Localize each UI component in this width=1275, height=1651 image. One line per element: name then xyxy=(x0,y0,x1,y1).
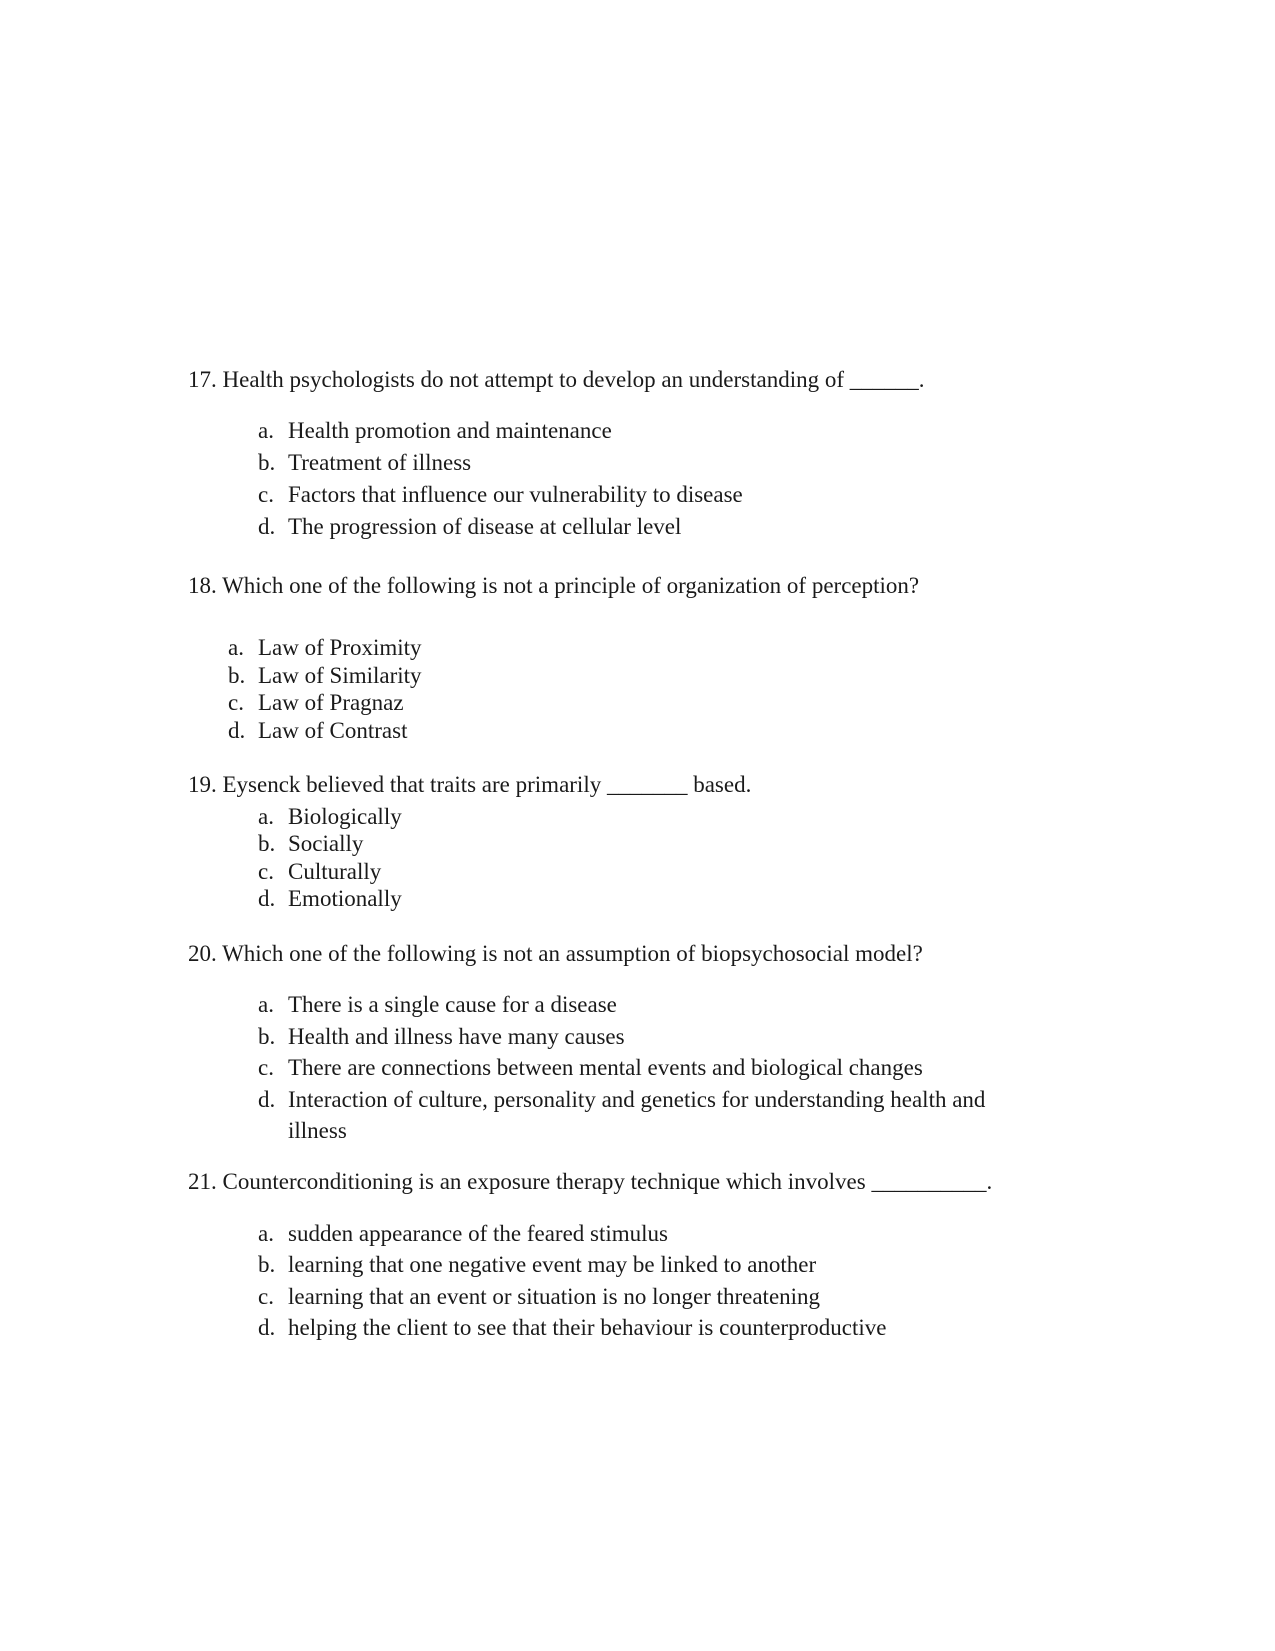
option-letter: a. xyxy=(228,635,244,660)
option-text: There is a single cause for a disease xyxy=(288,992,617,1017)
option-text: Interaction of culture, personality and genetics for understanding health and xyxy=(288,1087,986,1112)
option-text: Treatment of illness xyxy=(288,450,472,475)
option-text: Culturally xyxy=(288,859,382,884)
question-17-option-a xyxy=(258,417,612,445)
option-letter: c. xyxy=(258,859,274,884)
option-text: Law of Contrast xyxy=(258,718,408,743)
question-19-option-a xyxy=(258,803,402,831)
question-19-option-d xyxy=(258,885,402,913)
question-20-stem: 20. Which one of the following is not an assumption of biopsychosocial model? xyxy=(188,941,923,966)
option-text: Law of Proximity xyxy=(258,635,422,660)
question-18-option-a xyxy=(228,634,422,662)
option-text: The progression of disease at cellular level xyxy=(288,514,682,539)
question-18-option-d xyxy=(228,717,407,745)
option-letter: b. xyxy=(258,1252,276,1277)
option-text: Health and illness have many causes xyxy=(288,1024,625,1049)
question-20-option-b xyxy=(258,1023,625,1051)
option-text: Health promotion and maintenance xyxy=(288,418,612,443)
question-21-option-c xyxy=(258,1283,820,1311)
option-letter: c. xyxy=(258,1055,274,1080)
option-letter: d. xyxy=(258,1315,276,1340)
question-17-option-d xyxy=(258,513,681,541)
option-letter: b. xyxy=(258,450,276,475)
option-text: Law of Similarity xyxy=(258,663,422,688)
question-19-option-c xyxy=(258,858,381,886)
question-20-option-a xyxy=(258,991,617,1019)
question-21-option-d xyxy=(258,1314,886,1342)
question-20-option-d xyxy=(258,1086,985,1114)
option-letter: d. xyxy=(228,718,246,743)
option-text: Biologically xyxy=(288,804,402,829)
option-letter: c. xyxy=(258,482,274,507)
option-text: learning that an event or situation is no longer threatening xyxy=(288,1284,821,1309)
option-letter: a. xyxy=(258,418,274,443)
question-17-option-c xyxy=(258,481,743,509)
question-18-option-c xyxy=(228,689,404,717)
option-letter: d. xyxy=(258,514,276,539)
question-21-option-a xyxy=(258,1220,668,1248)
option-letter: b. xyxy=(258,1024,276,1049)
option-letter: a. xyxy=(258,1221,274,1246)
option-text: Law of Pragnaz xyxy=(258,690,404,715)
option-text: sudden appearance of the feared stimulus xyxy=(288,1221,668,1246)
question-21-stem: 21. Counterconditioning is an exposure therapy technique which involves __________. xyxy=(188,1169,993,1194)
question-18-stem: 18. Which one of the following is not a principle of organization of perception? xyxy=(188,573,920,598)
option-text: helping the client to see that their behaviour is counterproductive xyxy=(288,1315,887,1340)
question-21-option-b xyxy=(258,1251,816,1279)
question-17-stem: 17. Health psychologists do not attempt to develop an understanding of ______. xyxy=(188,367,925,392)
option-text: Factors that influence our vulnerability to disease xyxy=(288,482,743,507)
question-18-option-b xyxy=(228,662,422,690)
option-letter: a. xyxy=(258,804,274,829)
option-letter: c. xyxy=(228,690,244,715)
option-text: Socially xyxy=(288,831,364,856)
question-19-option-b xyxy=(258,830,363,858)
question-20-option-c xyxy=(258,1054,923,1082)
option-letter: b. xyxy=(228,663,246,688)
option-text: Emotionally xyxy=(288,886,402,911)
option-letter: d. xyxy=(258,1087,276,1112)
option-text: learning that one negative event may be linked to another xyxy=(288,1252,817,1277)
option-letter: a. xyxy=(258,992,274,1017)
option-letter: b. xyxy=(258,831,276,856)
question-17-option-b xyxy=(258,449,471,477)
question-20-option-d-continuation: illness xyxy=(288,1118,347,1143)
option-text: There are connections between mental events and biological changes xyxy=(288,1055,923,1080)
option-letter: d. xyxy=(258,886,276,911)
option-letter: c. xyxy=(258,1284,274,1309)
question-19-stem: 19. Eysenck believed that traits are primarily _______ based. xyxy=(188,772,752,797)
